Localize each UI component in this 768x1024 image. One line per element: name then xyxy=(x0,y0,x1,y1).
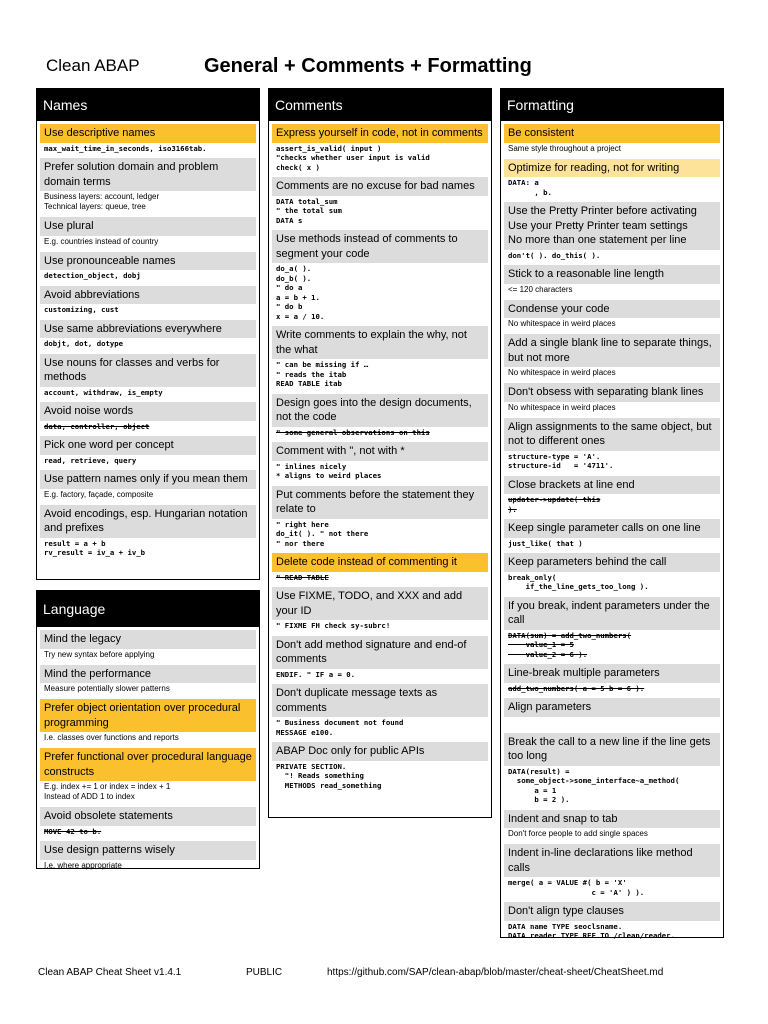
rule-code-example: detection_object, dobj xyxy=(44,271,141,280)
rule-description: E.g. countries instead of country xyxy=(44,236,159,246)
rule-title: Condense your code xyxy=(504,300,720,319)
rule-description: I.e. where appropriate xyxy=(44,860,122,870)
rule-code-example: MOVE 42 to b. xyxy=(44,826,102,836)
rule-title: Indent in-line declarations like method calls xyxy=(504,844,720,877)
footer-link[interactable]: https://github.com/SAP/clean-abap/blob/master/cheat-sheet/CheatSheet.md xyxy=(327,967,664,978)
rule-item xyxy=(272,553,488,583)
rule-item xyxy=(40,436,256,466)
rule-title: Prefer functional over procedural language constructs xyxy=(40,748,256,781)
rule-title: Indent and snap to tab xyxy=(504,810,720,829)
rule-title: Avoid obsolete statements xyxy=(40,807,256,826)
rule-item xyxy=(504,124,720,155)
rule-item xyxy=(272,394,488,439)
rule-item xyxy=(40,807,256,837)
rule-code-example: break_only( if_the_line_gets_too_long ). xyxy=(508,572,649,591)
rule-title: Avoid encodings, esp. Hungarian notation and prefixes xyxy=(40,505,256,538)
rule-title: Design goes into the design documents, not the code xyxy=(272,394,488,427)
rule-description: No whitespace in weird places xyxy=(508,319,616,328)
rule-description: Measure potentially slower patterns xyxy=(44,684,170,693)
rule-code-example: read, retrieve, query xyxy=(44,455,137,465)
rule-item xyxy=(272,486,488,550)
rule-title: Mind the legacy xyxy=(40,630,256,649)
rule-title: Use FIXME, TODO, and XXX and add your ID xyxy=(272,587,488,620)
rule-item xyxy=(504,810,720,841)
rule-title: Use same abbreviations everywhere xyxy=(40,320,256,339)
rule-description: E.g. factory, façade, composite xyxy=(44,489,154,499)
rule-title: Comments are no excuse for bad names xyxy=(272,177,488,196)
rule-code-example: DATA(sum) = add_two_numbers( value_1 = 5 value_2 = 6 ). xyxy=(508,630,632,659)
rule-title: Use descriptive names xyxy=(40,124,256,143)
rule-description: No whitespace in weird places xyxy=(508,368,616,377)
language-header: Language xyxy=(37,591,259,627)
rule-code-example: " Business document not found MESSAGE e100. xyxy=(276,718,404,737)
brand-label: Clean ABAP xyxy=(46,56,140,75)
rule-code-example: structure-type = 'A'. structure-id = '4711'. xyxy=(508,451,614,470)
rule-title: Align assignments to the same object, but not to different ones xyxy=(504,418,720,451)
rule-item xyxy=(272,442,488,482)
rule-item xyxy=(504,334,720,379)
rule-item xyxy=(272,326,488,390)
rule-title: Prefer solution domain and problem domain terms xyxy=(40,158,256,191)
rule-title: Use methods instead of comments to segment your code xyxy=(272,230,488,263)
footer-classification: PUBLIC xyxy=(246,967,283,978)
rule-description: Same style throughout a project xyxy=(508,143,621,153)
rule-item xyxy=(504,597,720,661)
rule-code-example: " right here do_it( ). " not there " nor there xyxy=(276,519,369,548)
rule-code-example: just_like( that ) xyxy=(508,538,583,548)
rule-description: No whitespace in weird places xyxy=(508,402,616,412)
rule-title: Avoid abbreviations xyxy=(40,286,256,305)
rule-title: Use plural xyxy=(40,217,256,236)
rule-item xyxy=(504,902,720,942)
rule-title: Align parameters xyxy=(504,698,720,717)
rule-code-example: dobjt, dot, dotype xyxy=(44,339,124,348)
rule-description: I.e. classes over functions and reports xyxy=(44,733,179,742)
rule-item xyxy=(504,418,720,472)
rule-item xyxy=(504,383,720,414)
language-list xyxy=(37,627,259,872)
rule-title: Keep single parameter calls on one line xyxy=(504,519,720,538)
rule-title: Put comments before the statement they relate to xyxy=(272,486,488,519)
rule-item xyxy=(504,202,720,261)
rule-item xyxy=(504,519,720,549)
rule-code-example: " READ TABLE xyxy=(276,572,329,582)
rule-item xyxy=(40,630,256,661)
rule-item xyxy=(504,844,720,898)
rule-item xyxy=(272,177,488,226)
names-list xyxy=(37,121,259,559)
rule-item xyxy=(272,684,488,738)
rule-item xyxy=(40,158,256,213)
rule-title: Don't add method signature and end-of comments xyxy=(272,636,488,669)
rule-code-example: account, withdraw, is_empty xyxy=(44,387,163,397)
rule-item xyxy=(40,665,256,696)
rule-code-example: add_two_numbers( a = 5 b = 6 ). xyxy=(508,683,645,693)
rule-code-example: DATA: a , b. xyxy=(508,178,552,197)
rule-item xyxy=(504,733,720,806)
rule-title: Optimize for reading, not for writing xyxy=(504,159,720,178)
rule-item xyxy=(504,664,720,694)
names-header: Names xyxy=(37,89,259,121)
rule-title: Use the Pretty Printer before activating Use your Pretty Printer team settings No more than one statement per line xyxy=(504,202,720,250)
formatting-header: Formatting xyxy=(501,89,723,121)
rule-item xyxy=(40,320,256,350)
rule-item xyxy=(272,587,488,632)
rule-title: ABAP Doc only for public APIs xyxy=(272,742,488,761)
rule-code-example: DATA total_sum " the total sum DATA s xyxy=(276,196,342,225)
formatting-list xyxy=(501,121,723,942)
comments-panel xyxy=(268,88,492,818)
rule-title: Use pattern names only if you mean them xyxy=(40,470,256,489)
rule-title: Prefer object orientation over procedural programming xyxy=(40,699,256,732)
rule-code-example: result = a + b rv_result = iv_a + iv_b xyxy=(44,538,146,557)
rule-title: Keep parameters behind the call xyxy=(504,553,720,572)
rule-code-example: assert_is_valid( input ) "checks whether user input is valid check( x ) xyxy=(276,143,430,172)
rule-item xyxy=(40,402,256,432)
rule-item xyxy=(40,124,256,154)
rule-title: Be consistent xyxy=(504,124,720,143)
rule-title: Don't duplicate message texts as comments xyxy=(272,684,488,717)
rule-code-example: " some general observations on this xyxy=(276,427,430,437)
rule-code-example: DATA name TYPE seoclsname. DATA reader TYPE REF TO /clean/reader. xyxy=(508,921,675,940)
rule-title: Line-break multiple parameters xyxy=(504,664,720,683)
rule-title: Write comments to explain the why, not the what xyxy=(272,326,488,359)
rule-code-example: data, controller, object xyxy=(44,421,150,431)
rule-item xyxy=(272,230,488,322)
comments-header: Comments xyxy=(269,89,491,121)
rule-title: Stick to a reasonable line length xyxy=(504,265,720,284)
rule-title: If you break, indent parameters under the call xyxy=(504,597,720,630)
rule-code-example: updater->update( this ). xyxy=(508,495,601,514)
rule-code-example: " FIXME FH check sy-subrc! xyxy=(276,621,391,630)
rule-description xyxy=(504,717,720,729)
rule-item xyxy=(40,470,256,501)
rule-code-example: ENDIF. " IF a = 0. xyxy=(276,669,356,679)
rule-item xyxy=(40,217,256,248)
rule-item xyxy=(272,124,488,173)
rule-description: E.g. index += 1 or index = index + 1 Instead of ADD 1 to index xyxy=(44,782,171,801)
rule-description: Don't force people to add single spaces xyxy=(508,829,648,838)
rule-code-example: PRIVATE SECTION. "! Reads something METHODS read_something xyxy=(276,761,382,790)
rule-item xyxy=(40,748,256,803)
rule-code-example: don't( ). do_this( ). xyxy=(508,250,601,260)
rule-description: Try new syntax before applying xyxy=(44,649,155,659)
rule-code-example: " inlines nicely * aligns to weird places xyxy=(276,461,382,480)
rule-item xyxy=(504,553,720,593)
rule-item xyxy=(40,841,256,872)
rule-code-example: max_wait_time_in_seconds, iso3166tab. xyxy=(44,143,207,153)
rule-title: Mind the performance xyxy=(40,665,256,684)
footer-version: Clean ABAP Cheat Sheet v1.4.1 xyxy=(38,967,182,978)
comments-list xyxy=(269,121,491,791)
rule-title: Close brackets at line end xyxy=(504,476,720,495)
rule-title: Avoid noise words xyxy=(40,402,256,421)
rule-item xyxy=(504,300,720,331)
rule-title: Break the call to a new line if the line gets too long xyxy=(504,733,720,766)
rule-title: Use pronounceable names xyxy=(40,252,256,271)
rule-title: Comment with ", not with * xyxy=(272,442,488,461)
rule-item xyxy=(504,265,720,296)
rule-code-example: customizing, cust xyxy=(44,305,119,314)
rule-title: Use nouns for classes and verbs for methods xyxy=(40,354,256,387)
rule-code-example: DATA(result) = some_object->some_interface~a_method( a = 1 b = 2 ). xyxy=(508,766,680,804)
rule-item xyxy=(40,252,256,282)
rule-code-example: " can be missing if … " reads the itab READ TABLE itab xyxy=(276,360,369,388)
rule-title: Pick one word per concept xyxy=(40,436,256,455)
rule-item xyxy=(272,742,488,791)
rule-title: Add a single blank line to separate things, but not more xyxy=(504,334,720,367)
rule-title: Use design patterns wisely xyxy=(40,841,256,860)
rule-code-example: do_a( ). do_b( ). " do a a = b + 1. " do b x = a / 10. xyxy=(276,264,325,321)
rule-item xyxy=(504,476,720,516)
rule-description: Business layers: account, ledger Technical layers: queue, tree xyxy=(44,192,160,211)
rule-code-example: merge( a = VALUE #( b = 'X' c = 'A' ) ). xyxy=(508,878,645,897)
rule-item xyxy=(40,354,256,399)
rule-title: Delete code instead of commenting it xyxy=(272,553,488,572)
page-title: General + Comments + Formatting xyxy=(204,55,532,77)
formatting-panel xyxy=(500,88,724,938)
rule-item xyxy=(40,286,256,316)
rule-item xyxy=(40,505,256,559)
rule-title: Express yourself in code, not in comments xyxy=(272,124,488,143)
rule-item xyxy=(504,159,720,199)
language-panel xyxy=(36,590,260,869)
rule-item xyxy=(504,698,720,729)
rule-item xyxy=(272,636,488,681)
rule-item xyxy=(40,699,256,744)
names-panel xyxy=(36,88,260,580)
rule-description: <= 120 characters xyxy=(508,284,573,294)
rule-title: Don't obsess with separating blank lines xyxy=(504,383,720,402)
rule-title: Don't align type clauses xyxy=(504,902,720,921)
